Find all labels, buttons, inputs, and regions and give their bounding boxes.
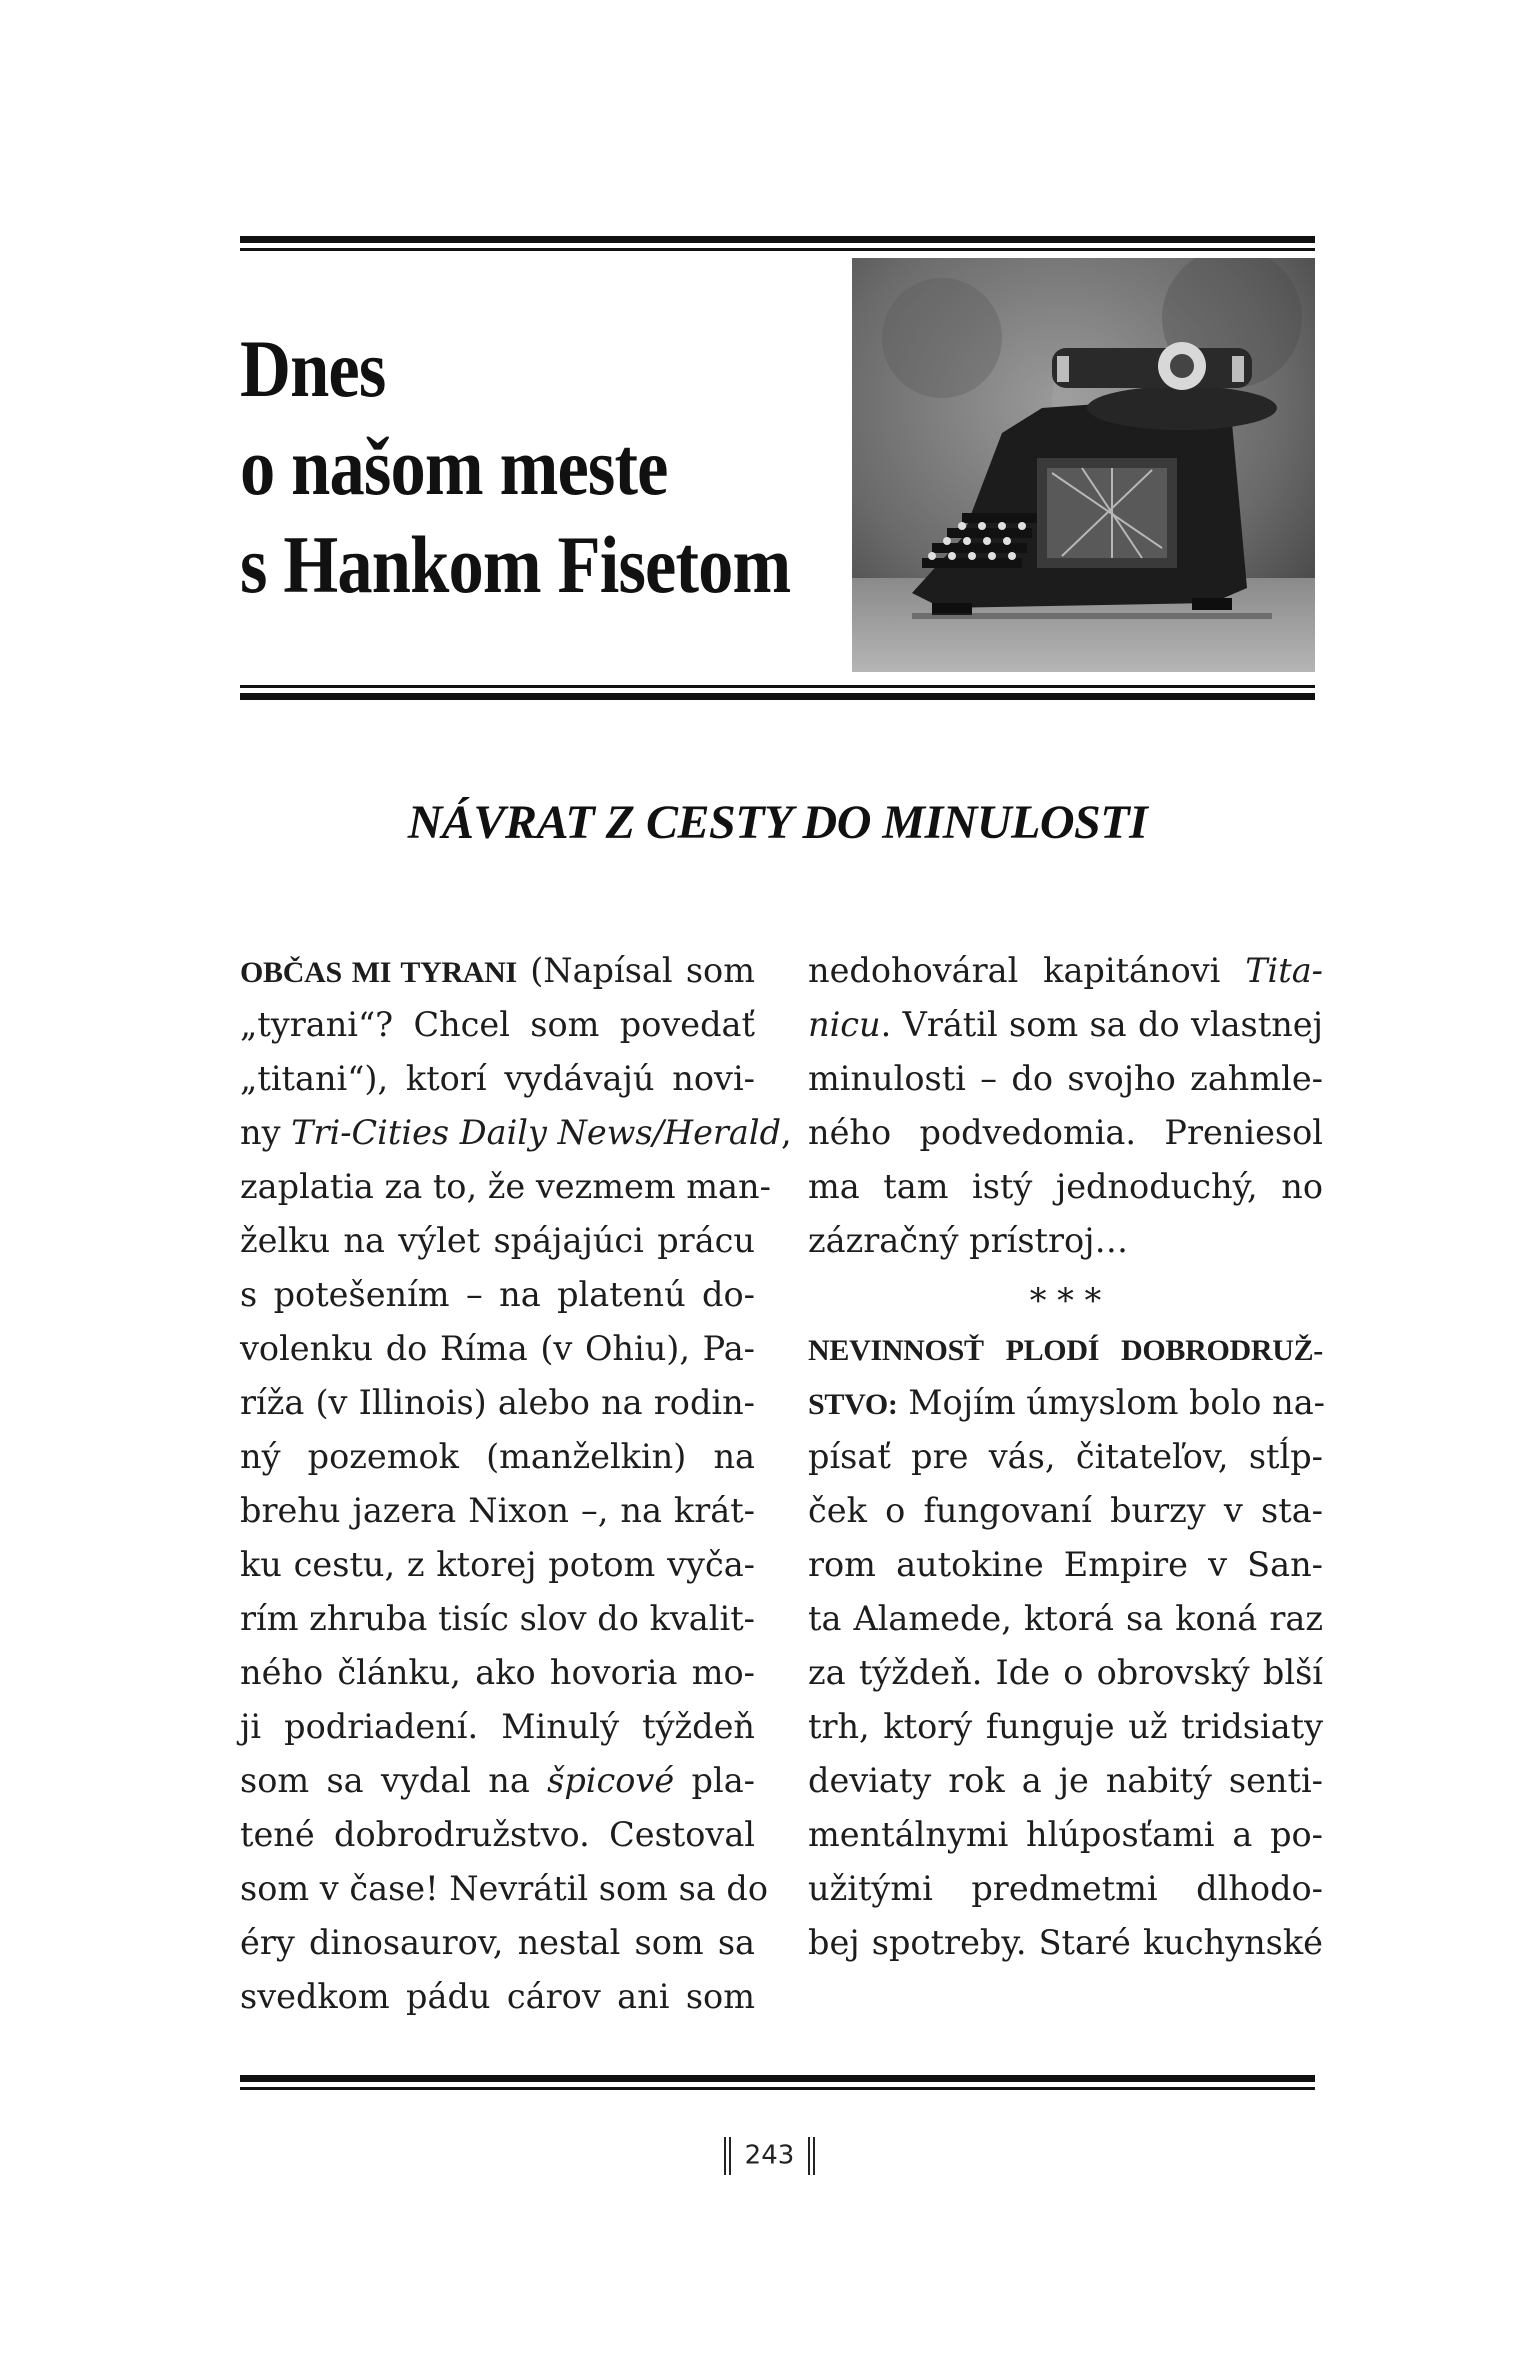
article-subtitle: NÁVRAT Z CESTY DO MINULOSTI: [407, 796, 1148, 849]
paragraph-line: písať pre vás, čitateľov, stĺp-: [808, 1437, 1323, 1476]
paragraph-line: [808, 1322, 1323, 1376]
left-column: [240, 944, 792, 2024]
newspaper-title: Tri-Cities Daily News/Herald: [291, 1113, 782, 1152]
paragraph-line: ku cestu, z ktorej potom vyča-: [240, 1545, 755, 1584]
paragraph-line: éry dinosaurov, nestal som sa: [240, 1923, 755, 1962]
column-headline: [240, 320, 790, 614]
paragraph-line: za týždeň. Ide o obrovský blší: [808, 1653, 1323, 1692]
paragraph-line: deviaty rok a je nabitý senti-: [808, 1761, 1323, 1800]
paragraph-line: s potešením – na platenú do-: [240, 1275, 755, 1314]
paragraph-line: ček o fungovaní burzy v sta-: [808, 1491, 1323, 1530]
paragraph-line: ného článku, ako hovoria mo-: [240, 1653, 755, 1692]
typewriter-photo: [852, 258, 1315, 672]
paragraph-line: rím zhruba tisíc slov do kvalit-: [240, 1599, 755, 1638]
paragraph-line: nedohováral kapitánovi Tita-: [808, 951, 1323, 990]
paragraph-line: zázračný prístroj…: [808, 1221, 1129, 1260]
top-double-rule: [240, 236, 1315, 251]
paragraph-line: želku na výlet spájajúci prácu: [240, 1221, 755, 1260]
paragraph-line: ríža (v Illinois) alebo na rodin-: [240, 1383, 755, 1422]
section-separator: * * *: [1029, 1281, 1102, 1320]
header-bottom-rule: [240, 685, 1315, 700]
paragraph-line: minulosti – do svojho zahmle-: [808, 1059, 1323, 1098]
emphasis-text: špicové: [547, 1761, 675, 1800]
paragraph-line: ma tam istý jednoduchý, no: [808, 1167, 1323, 1206]
right-bars-icon: [808, 2137, 815, 2175]
lead-in-text: NEVINNOSŤ PLODÍ DOBRODRUŽ-: [808, 1334, 1323, 1367]
paragraph-line: nicu. Vrátil som sa do vlastnej: [808, 1005, 1323, 1044]
paragraph-line: trh, ktorý funguje už tridsiaty: [808, 1707, 1323, 1746]
paragraph-line: OBČAS MI TYRANI (Napísal som: [240, 951, 755, 990]
right-column: [808, 944, 1323, 1970]
lead-in-text: OBČAS MI TYRANI: [240, 956, 517, 989]
paragraph-line: svedkom pádu cárov ani som: [240, 1977, 755, 2016]
page-number: [0, 2137, 1539, 2175]
paragraph-line: užitými predmetmi dlhodo-: [808, 1869, 1323, 1908]
paragraph-line: ta Alamede, ktorá sa koná raz: [808, 1599, 1323, 1638]
paragraph-line: mentálnymi hlúposťami a po-: [808, 1815, 1323, 1854]
paragraph-line: som v čase! Nevrátil som sa do: [240, 1869, 769, 1908]
paragraph-line: brehu jazera Nixon –, na krát-: [240, 1491, 755, 1530]
paragraph-line: volenku do Ríma (v Ohiu), Pa-: [240, 1329, 755, 1368]
paragraph-line: rom autokine Empire v San-: [808, 1545, 1323, 1584]
paragraph-line: „tyrani“? Chcel som povedať: [240, 1005, 755, 1044]
page-number-text: 243: [744, 2140, 795, 2171]
headline-line-1: Dnes: [240, 323, 386, 414]
left-bars-icon: [724, 2137, 731, 2175]
paragraph-line: som sa vydal na špicové pla-: [240, 1761, 755, 1800]
paragraph-line: tené dobrodružstvo. Cestoval: [240, 1815, 755, 1854]
paragraph-line: „titani“), ktorí vydávajú novi-: [240, 1059, 755, 1098]
footer-double-rule: [240, 2075, 1315, 2090]
paragraph-line: ny Tri-Cities Daily News/Herald,: [240, 1113, 792, 1152]
paragraph-line: STVO: Mojím úmyslom bolo na-: [808, 1383, 1325, 1422]
paragraph-line: ný pozemok (manželkin) na: [240, 1437, 755, 1476]
paragraph-line: bej spotreby. Staré kuchynské: [808, 1923, 1323, 1962]
paragraph-line: ného podvedomia. Preniesol: [808, 1113, 1323, 1152]
headline-line-3: s Hankom Fisetom: [240, 519, 791, 610]
paragraph-line: ji podriadení. Minulý týždeň: [240, 1707, 755, 1746]
paragraph-line: zaplatia za to, že vezmem man-: [240, 1167, 771, 1206]
headline-line-2: o našom meste: [240, 421, 668, 512]
